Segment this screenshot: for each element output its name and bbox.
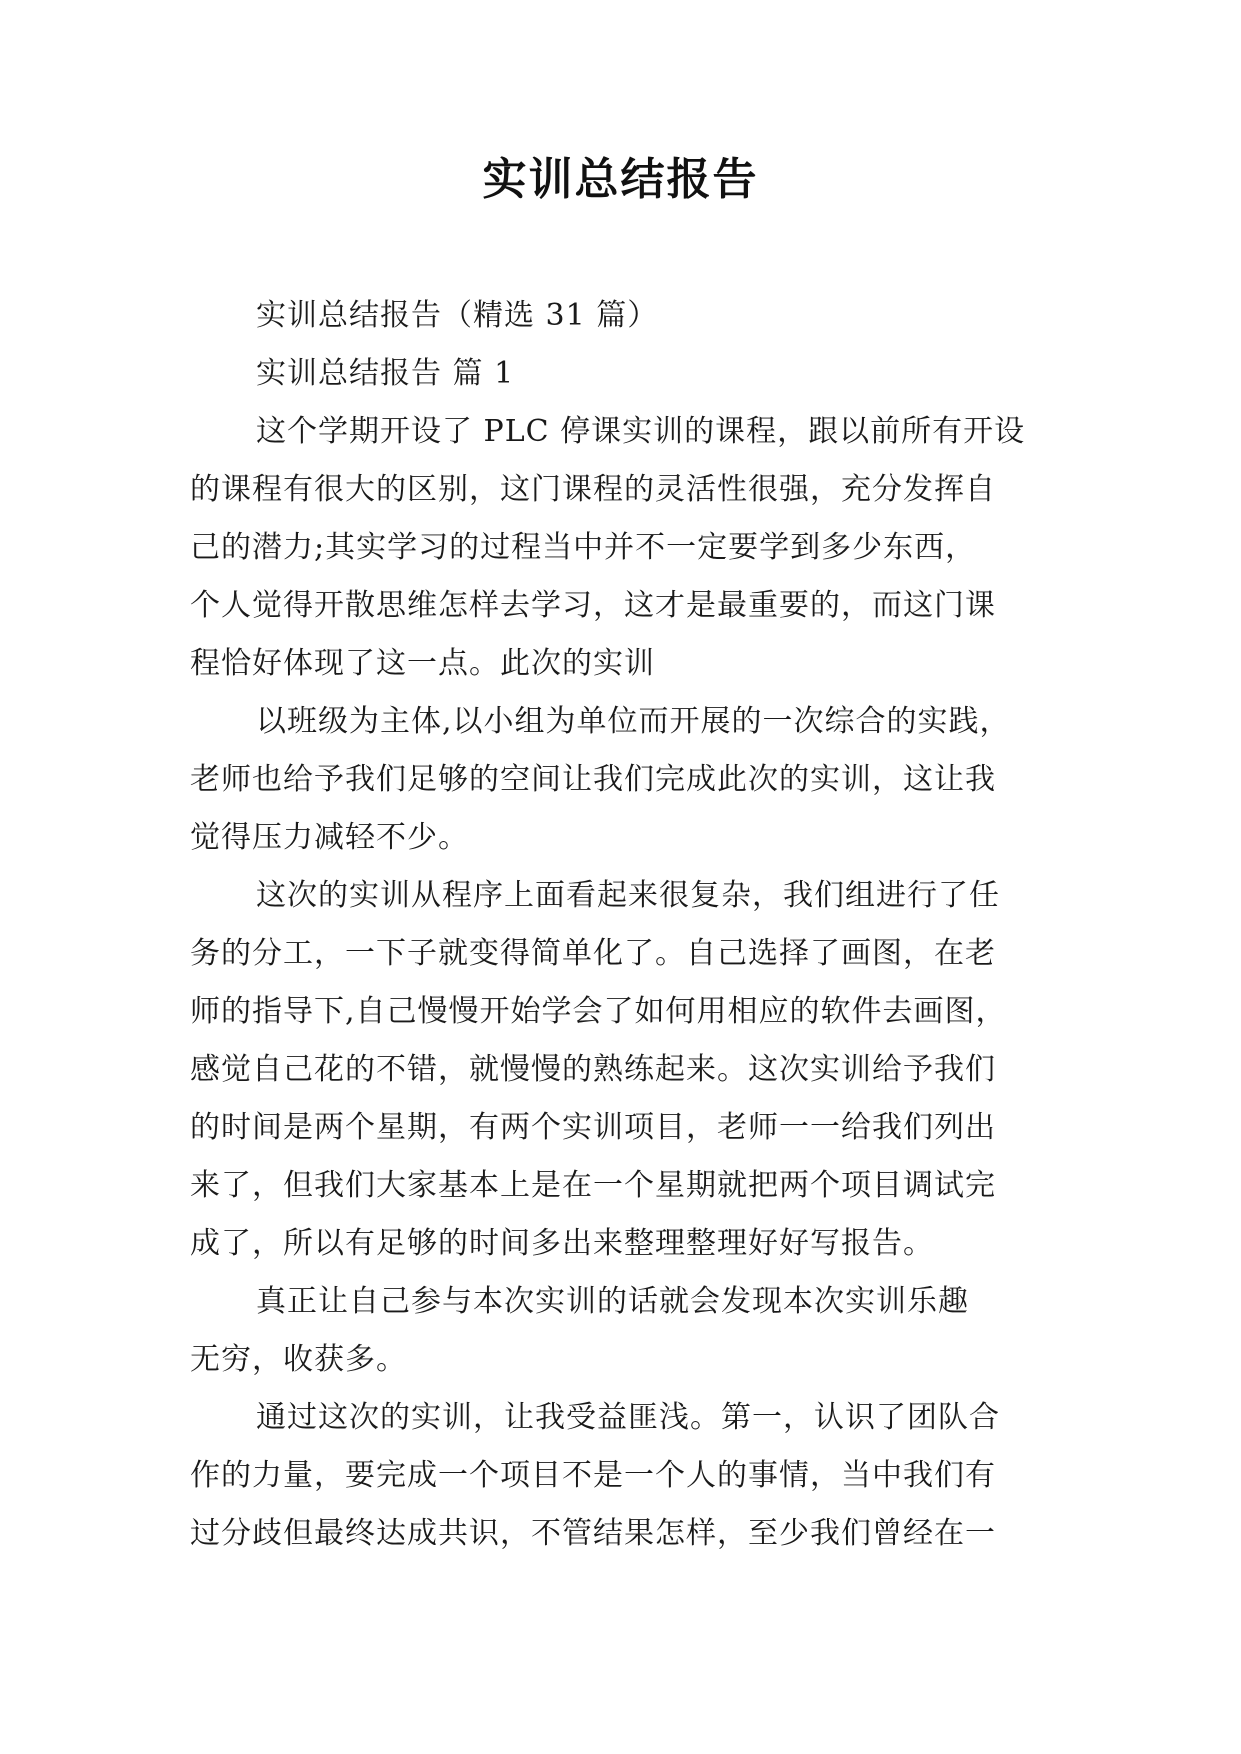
paragraph-line: 个人觉得开散思维怎样去学习，这才是最重要的，而这门课 [190, 588, 996, 623]
paragraph-line: 感觉自己花的不错，就慢慢的熟练起来。这次实训给予我们 [190, 1052, 996, 1087]
paragraph-line: 以班级为主体,以小组为单位而开展的一次综合的实践， [256, 704, 1011, 739]
paragraph-line: 的课程有很大的区别，这门课程的灵活性很强，充分发挥自 [190, 472, 996, 507]
paragraph-line: 师的指导下,自己慢慢开始学会了如何用相应的软件去画图， [190, 994, 1007, 1029]
paragraph-line: 无穷，收获多。 [190, 1342, 407, 1377]
paragraph-line: 的时间是两个星期，有两个实训项目，老师一一给我们列出 [190, 1110, 996, 1145]
paragraph-line: 这次的实训从程序上面看起来很复杂，我们组进行了任 [256, 878, 1000, 913]
subtitle-line: 实训总结报告（精选 31 篇） [256, 298, 659, 333]
paragraph-line: 觉得压力减轻不少。 [190, 820, 469, 855]
document-title: 实训总结报告 [482, 154, 759, 205]
paragraph-line: 真正让自己参与本次实训的话就会发现本次实训乐趣 [256, 1284, 969, 1319]
paragraph-line: 这个学期开设了 PLC 停课实训的课程，跟以前所有开设 [256, 414, 1026, 449]
paragraph-line: 来了，但我们大家基本上是在一个星期就把两个项目调试完 [190, 1168, 996, 1203]
section-heading: 实训总结报告 篇 1 [256, 356, 515, 391]
paragraph-line: 过分歧但最终达成共识，不管结果怎样，至少我们曾经在一 [190, 1516, 996, 1551]
paragraph-line: 务的分工，一下子就变得简单化了。自己选择了画图，在老 [190, 936, 996, 971]
paragraph-line: 通过这次的实训，让我受益匪浅。第一，认识了团队合 [256, 1400, 1000, 1435]
paragraph-line: 己的潜力;其实学习的过程当中并不一定要学到多少东西， [190, 530, 977, 565]
paragraph-line: 成了，所以有足够的时间多出来整理整理好好写报告。 [190, 1226, 934, 1261]
paragraph-line: 老师也给予我们足够的空间让我们完成此次的实训，这让我 [190, 762, 996, 797]
paragraph-line: 程恰好体现了这一点。此次的实训 [190, 646, 655, 681]
document-body [190, 287, 1050, 1563]
paragraph-line: 作的力量，要完成一个项目不是一个人的事情，当中我们有 [190, 1458, 996, 1493]
